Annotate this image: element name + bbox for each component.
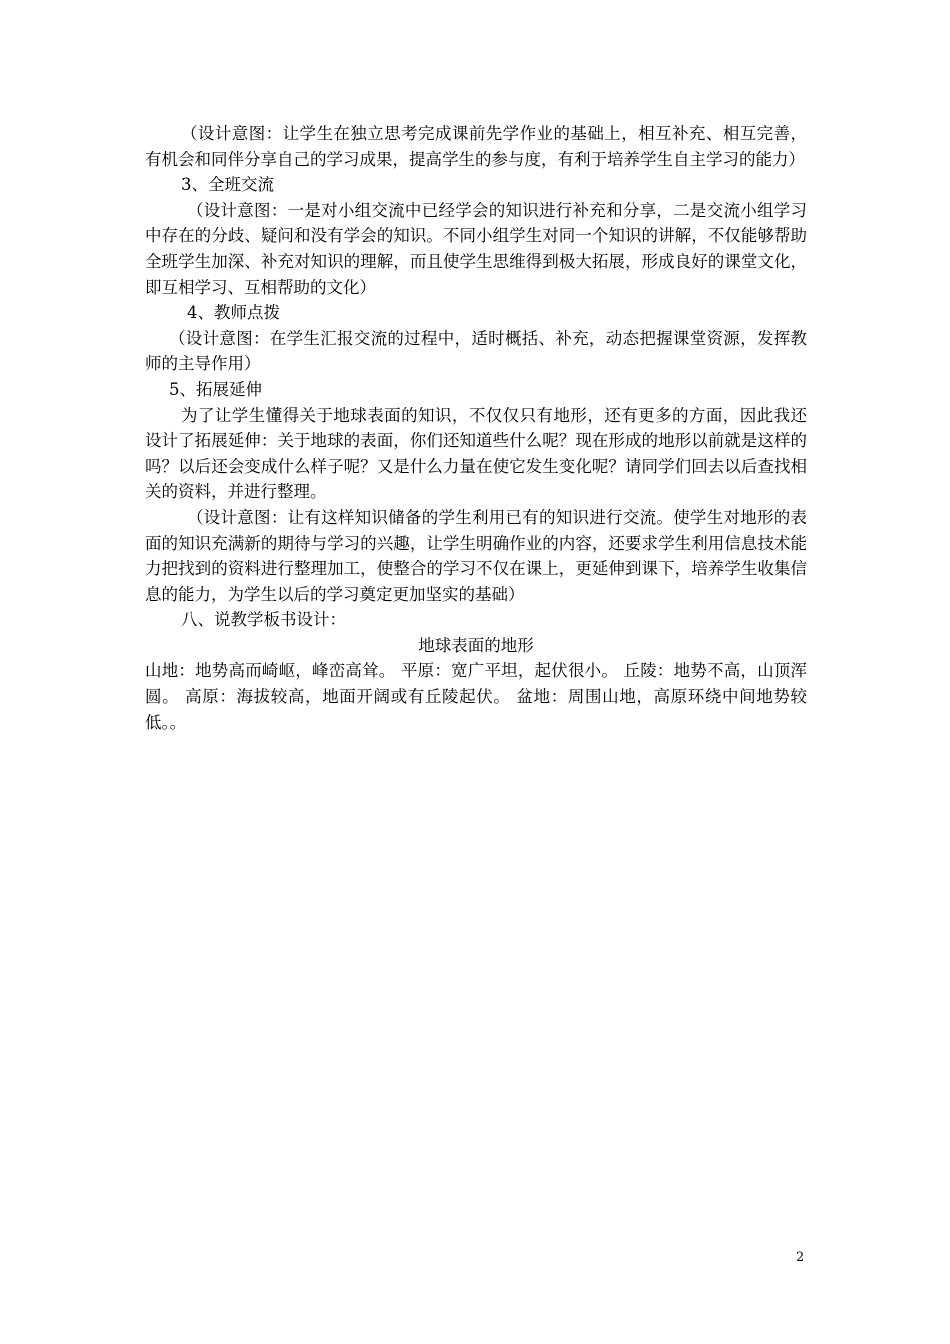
heading-board-design: 八、说教学板书设计： (181, 610, 346, 630)
paragraph-design-intent-4: （设计意图：让有这样知识储备的学生利用已有的知识进行交流。使学生对地形的表面的知识充满新的期待与学习的兴趣，让学生明确作业的内容，还要求学生利用信息技术能力把找到的资料进行整理加工，使整合的学习不仅在课上，更延伸到课下，培养学生收集信息的能力，为学生以后的学习奠定更加坚实的基础） (145, 507, 807, 604)
heading-teacher-guidance: 4、教师点拨 (187, 303, 280, 323)
paragraph-design-intent-1: （设计意图：让学生在独立思考完成课前先学作业的基础上，相互补充、相互完善，有机会和同伴分享自己的学习成果，提高学生的参与度，有利于培养学生自主学习的能力） (145, 124, 807, 169)
paragraph-extension-body: 为了让学生懂得关于地球表面的知识，不仅仅只有地形，还有更多的方面，因此我还设计了拓展延伸：关于地球的表面，你们还知道些什么呢？现在形成的地形以前就是这样的吗？以后还会变成什么样子呢？又是什么力量在使它发生变化呢？请同学们回去以后查找相关的资料，并进行整理。 (145, 405, 807, 502)
paragraph-landforms: 山地：地势高而崎岖，峰峦高耸。 平原：宽广平坦，起伏很小。 丘陵：地势不高，山顶浑圆。 高原：海拔较高，地面开阔或有丘陵起伏。 盆地：周围山地，高原环绕中间地势较低。。 (145, 661, 807, 732)
heading-class-exchange: 3、全班交流 (181, 175, 274, 195)
heading-extension: 5、拓展延伸 (169, 379, 262, 399)
paragraph-design-intent-2: （设计意图：一是对小组交流中已经学会的知识进行补充和分享，二是交流小组学习中存在的分歧、疑问和没有学会的知识。不同小组学生对同一个知识的讲解，不仅能够帮助全班学生加深、补充对知识的理解，而且使学生思维得到极大拓展，形成良好的课堂文化，即互相学习、互相帮助的文化） (145, 200, 807, 297)
page-number: 2 (796, 1250, 805, 1265)
paragraph-design-intent-3: （设计意图：在学生汇报交流的过程中，适时概括、补充，动态把握课堂资源，发挥教师的主导作用） (145, 328, 807, 374)
board-title: 地球表面的地形 (418, 635, 534, 655)
document-body (145, 121, 807, 735)
